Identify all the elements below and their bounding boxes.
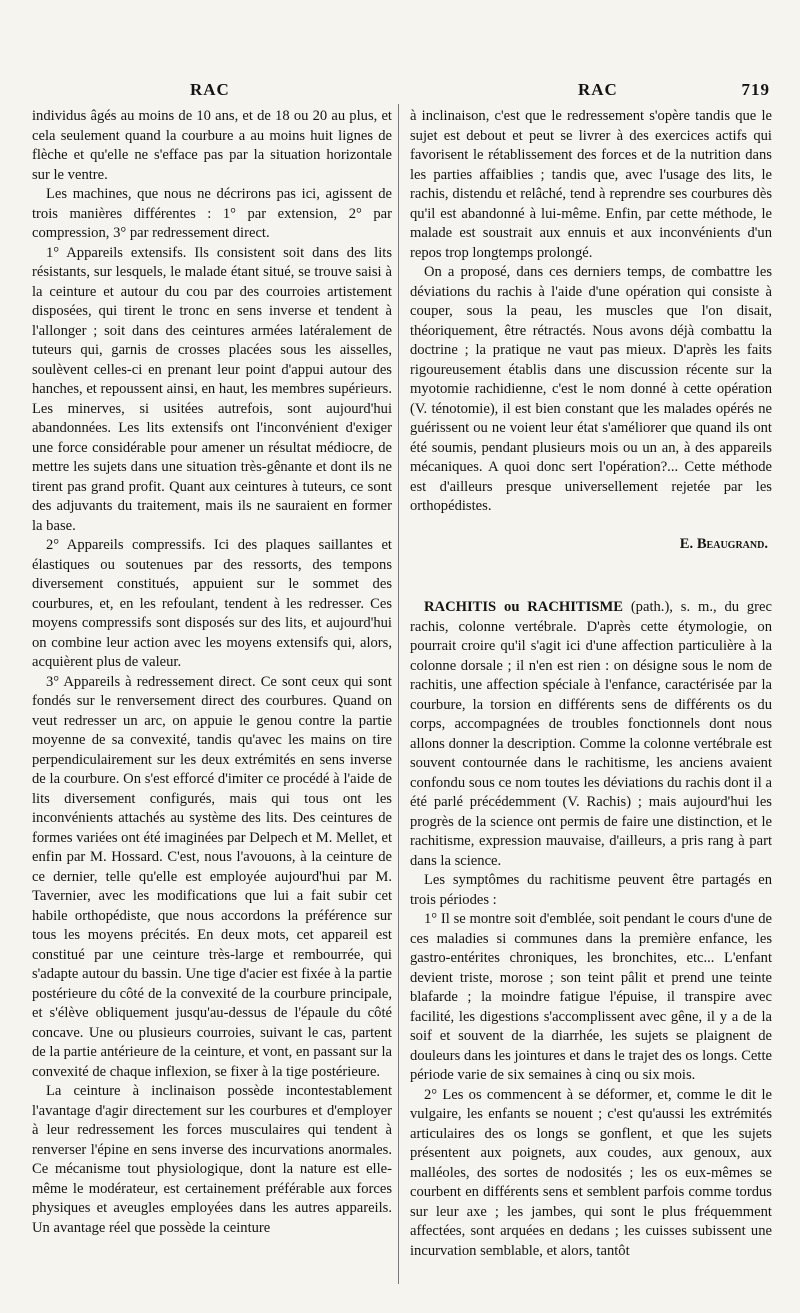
paragraph: Les symptômes du rachitisme peuvent être partagés en trois périodes : [410,872,772,908]
section-gap [410,554,772,598]
paragraph: à inclinaison, c'est que le redressement s'opère tandis que le sujet est debout et peut se livrer à des exercices actifs qui favorisent le rétablissement des forces et de la nutrition dans les parties affaiblies ; tandis que, avec l'usage des lits, le rachis, distendu et relâché, tend à reprendre ses courbures dès qu'il est abandonné à lui-même. Enfin, par cette méthode, le malade est soustrait aux ennuis et aux inconvénients d'un repos trop longtemps prolongé. [410,108,772,261]
author-signature: E. Beaugrand. [679,535,768,552]
paragraph: individus âgés au moins de 10 ans, et de 18 ou 20 au plus, et cela seulement quand la courbure a au moins huit lignes de flèche et qu'elle ne s'efface pas par la situation horizontale sur le ventre. [32,108,392,183]
paragraph: La ceinture à inclinaison possède incontestablement l'avantage d'agir directement sur les courbures et d'employer à leur redressement les forces musculaires qui tendent à renverser l'épine en sens inverse des incurvations anormales. Ce mécanisme tout physiologique, dont la nature est elle-même le modérateur, est certainement préférable aux forces physiques et aveugles employées dans les autres appareils. Un avantage réel que possède la ceinture [32,1083,392,1236]
entry-title: RACHITIS ou RACHITISME [424,599,623,615]
running-head-left: RAC [190,80,230,99]
column-divider [398,104,399,1284]
paragraph: 1° Il se montre soit d'emblée, soit pendant le cours d'une de ces maladies si communes dans la première enfance, les gastro-entérites chroniques, les bronchites, etc... L'enfant devient triste, morose ; son teint pâlit et prend une teinte blafarde ; la moindre fatigue l'épuise, il transpire avec facilité, les digestions s'accomplissent avec gêne, il y a de la soif et souvent de la diarrhée, les sujets se plaignent de douleurs dans les jointures et dans le trajet des os longs. Cette période varie de six semaines à cinq ou six mois. [410,911,772,1083]
paragraph: 2° Les os commencent à se déformer, et, comme le dit le vulgaire, les enfants se nouent ; c'est qu'aussi les extrémités articulaires des os longs se gonflent, et que les sujets présentent aux poignets, aux coudes, aux genoux, aux malléoles, des sortes de nodosités ; les os eux-mêmes se courbent en différents sens et semblent parfois comme tordus sur leur axe ; les jambes, qui sont le plus fréquemment affectées, sont arquées en dedans ; les cuisses subissent une incurvation semblable, et alors, tantôt [410,1086,772,1259]
paragraph: On a proposé, dans ces derniers temps, de combattre les déviations du rachis à l'aide d'une opération qui consiste à couper, sous la peau, les muscles que l'on disait, théoriquement, être rétractés. Nous avons déjà combattu la doctrine ; la pratique ne vaut pas mieux. D'après les faits rigoureusement établis dans une discussion récente sur la myotomie rachidienne, c'est le nom donné à cette opération (V. ténotomie), il est bien constant que les malades opérés ne guérissent ou ne voient leur état s'améliorer que quand ils ont été soumis, pendant plusieurs mois ou un an, à des appareils mécaniques. A quoi donc sert l'opération?... Cette méthode est d'ailleurs presque universellement rejetée par les orthopédistes. [410,264,772,514]
paragraph: 1° Appareils extensifs. Ils consistent soit dans des lits résistants, sur lesquels, le malade étant situé, se trouve saisi à la ceinture et autour du cou par des courroies artistement disposées, qui tirent le tronc en sens inverse et tendent à l'allonger ; soit dans des ceintures armées latéralement de tuteurs qui, garnis de crosses placées sous les aisselles, soulèvent celles-ci en prenant leur point d'appui autour des hanches, et repoussent ainsi, en haut, les membres supérieurs. Les minerves, si usitées autrefois, sont aujourd'hui abandonnées. Les lits extensifs ont l'inconvénient d'exiger une force considérable pour amener un résultat médiocre, de mettre les sujets dans une situation très-gênante et dont ils ne tirent pas grand profit. Quant aux ceintures à tuteurs, ce sont des adjuvants du traitement, mais ils ne sauraient en former la base. [32,244,392,534]
right-column [410,107,772,1261]
paragraph: Les machines, que nous ne décrirons pas ici, agissent de trois manières différentes : 1° par extension, 2° par compression, 3° par redressement direct. [32,186,392,241]
entry-paragraph [410,598,772,871]
running-head-right: RAC [578,80,618,99]
left-column [32,107,392,1238]
paragraph: 3° Appareils à redressement direct. Ce sont ceux qui sont fondés sur le renversement direct des courbures. Quand on veut redresser un arc, on appuie le genou contre la partie moyenne de sa convexité, tandis qu'avec les mains on tire perpendiculairement sur les deux extrémités en sens inverse de la courbure. On s'est efforcé d'imiter ce procédé à l'aide de lits diversement configurés, mais qui tous ont les inconvénients attachés au système des lits. Des ceintures de formes variées ont été imaginées par Delpech et M. Mellet, et enfin par M. Hossard. C'est, nous l'avouons, à la ceinture de ce dernier, telle qu'elle est employée aujourd'hui par M. Tavernier, avec les modifications que lui a fait subir cet habile orthopédiste, que nous accordons la préférence sur tous les moyens précités. En deux mots, cet appareil est constitué par une ceinture très-large et rembourrée, qui s'adapte autour du bassin. Une tige d'acier est fixée à la partie postérieure du côté de la convexité de la courbure principale, et s'élève obliquement jusqu'au-dessus de l'épaule du côté concave. Une ou plusieurs courroies, suivant le cas, partent de la partie antérieure de la ceinture, et vont, en passant sur la convexité de chaque inflexion, se fixer à la tige postérieure. [32,673,392,1080]
entry-text: (path.), s. m., du grec rachis, colonne vertébrale. D'après cette étymologie, on pourrait croire qu'il s'agit ici d'une affection particulière à la colonne dorsale ; il n'en est rien : on désigne sous le nom de rachitis, une affection spéciale à l'enfance, caractérisée par la courbure, la torsion en différents sens de différents os du corps, accompagnées de troubles fonctionnels dont nous allons donner la description. Comme la colonne vertébrale est souvent contournée dans le rachitisme, les anciens avaient confondu sous ce nom toutes les déviations du rachis dont il a été parlé précédemment (V. Rachis) ; mais aujourd'hui les progrès de la science ont permis de faire une distinction, et le rachitisme, expression mauvaise, d'ailleurs, a pris rang à part dans la science. [410,599,772,869]
paragraph: 2° Appareils compressifs. Ici des plaques saillantes et élastiques ou soutenues par des ressorts, des tempons diversement constitués, appuient sur le sommet des courbures, et, en les refoulant, tendent à les redresser. Ces moyens compressifs sont disposés sur des lits, et aujourd'hui on combine leur action avec les moyens extensifs qui, alors, acquièrent plus de valeur. [32,537,392,670]
page-number: 719 [741,80,770,99]
